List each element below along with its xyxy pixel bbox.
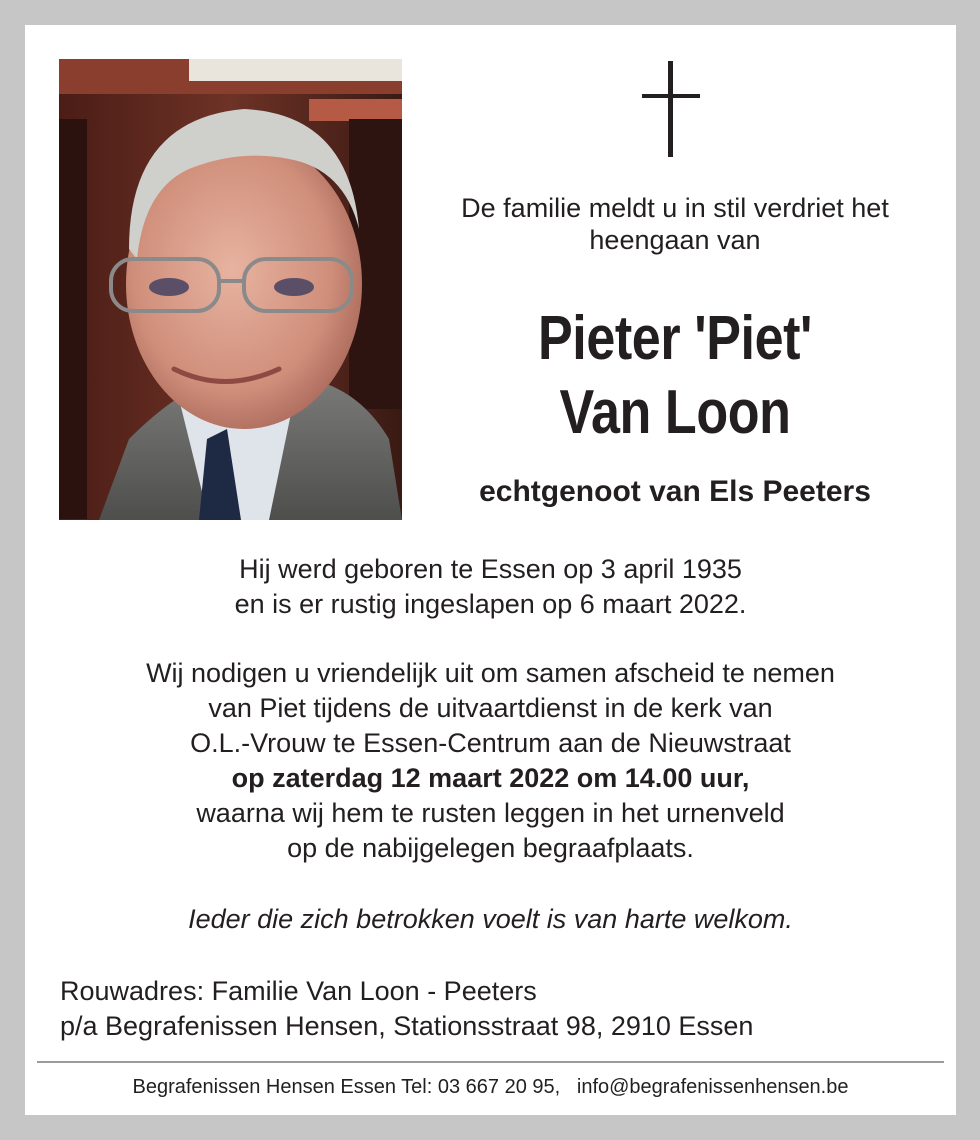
service-datetime: op zaterdag 12 maart 2022 om 14.00 uur, (231, 763, 750, 793)
deceased-name-line-1: Pieter 'Piet' (537, 304, 813, 373)
invitation-line-3: O.L.-Vrouw te Essen-Centrum aan de Nieuwstraat (190, 728, 791, 758)
invitation-line-2: van Piet tijdens de uitvaartdienst in de kerk van (208, 693, 773, 723)
footer-company-phone: Begrafenissen Hensen Essen Tel: 03 667 20 95, (132, 1076, 561, 1098)
birth-line: Hij werd geboren te Essen op 3 april 1935 (239, 554, 742, 584)
deceased-name (457, 302, 894, 450)
portrait-photo (59, 59, 402, 520)
footer-contact (25, 1074, 956, 1100)
welcome-note: Ieder die zich betrokken voelt is van harte welkom. (188, 904, 793, 934)
invitation-line-6: op de nabijgelegen begraafplaats. (287, 833, 694, 863)
deceased-name-line-2: Van Loon (559, 378, 791, 447)
footer-divider (37, 1061, 944, 1063)
footer-email-link[interactable]: info@begrafenissenhensen.be (576, 1076, 849, 1098)
address-line-1: Rouwadres: Familie Van Loon - Peeters (60, 976, 537, 1006)
life-dates (25, 552, 956, 622)
intro-line-2: heengaan van (589, 225, 761, 255)
announcement-intro (415, 192, 935, 256)
invitation-line-5: waarna wij hem te rusten leggen in het urnenveld (196, 798, 785, 828)
address-line-2: p/a Begrafenissen Hensen, Stationsstraat 98, 2910 Essen (60, 1011, 754, 1041)
mourning-address (60, 974, 940, 1044)
invitation-line-1: Wij nodigen u vriendelijk uit om samen afscheid te nemen (146, 658, 835, 688)
death-line: en is er rustig ingeslapen op 6 maart 2022. (234, 589, 747, 619)
funeral-invitation (25, 656, 956, 866)
intro-line-1: De familie meldt u in stil verdriet het (461, 193, 889, 223)
spouse-line: echtgenoot van Els Peeters (479, 475, 871, 508)
obituary-card (25, 25, 956, 1115)
cross-icon (642, 61, 700, 166)
